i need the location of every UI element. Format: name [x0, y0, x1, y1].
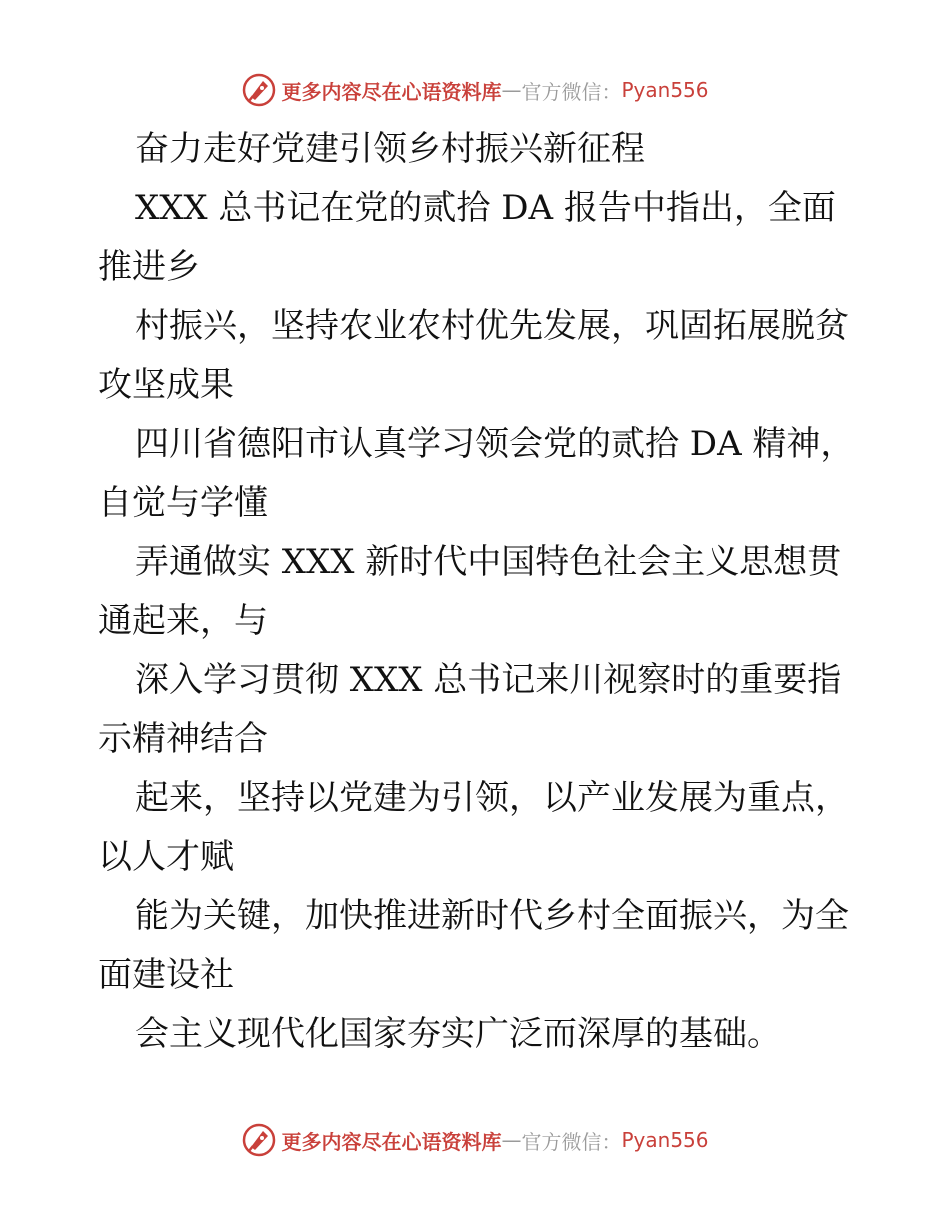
- paragraph: 四川省德阳市认真学习领会党的贰拾 DA 精神，自觉与学懂: [98, 424, 855, 523]
- watermark-dash: —: [501, 1128, 522, 1152]
- footer-watermark: [0, 1120, 950, 1160]
- watermark-dash: —: [501, 78, 522, 102]
- document-title: 奋力走好党建引领乡村振兴新征程: [135, 129, 645, 169]
- paragraph: 村振兴，坚持农业农村优先发展，巩固拓展脱贫攻坚成果: [98, 306, 849, 405]
- paragraph: 会主义现代化国家夯实广泛而深厚的基础。: [135, 1014, 781, 1054]
- header-watermark: [0, 70, 950, 110]
- pen-nib-seal-icon: [241, 72, 277, 108]
- paragraph: 能为关键，加快推进新时代乡村全面振兴，为全面建设社: [98, 896, 849, 995]
- paragraph: XXX 总书记在党的贰拾 DA 报告中指出，全面推进乡: [98, 188, 836, 287]
- paragraph: 弄通做实 XXX 新时代中国特色社会主义思想贯通起来，与: [98, 542, 842, 641]
- watermark-main-text: 更多内容尽在心语资料库: [281, 1129, 502, 1154]
- watermark-label: 官方微信：: [521, 79, 622, 104]
- watermark-label: 官方微信：: [521, 1129, 622, 1154]
- watermark-wechat-id: Pyan556: [621, 1128, 709, 1152]
- watermark-main-text: 更多内容尽在心语资料库: [281, 79, 502, 104]
- watermark-wechat-id: Pyan556: [621, 78, 709, 102]
- paragraph: 深入学习贯彻 XXX 总书记来川视察时的重要指示精神结合: [98, 660, 842, 759]
- document-body: [98, 120, 858, 1064]
- pen-nib-seal-icon: [241, 1122, 277, 1158]
- paragraph: 起来，坚持以党建为引领，以产业发展为重点，以人才赋: [98, 778, 849, 877]
